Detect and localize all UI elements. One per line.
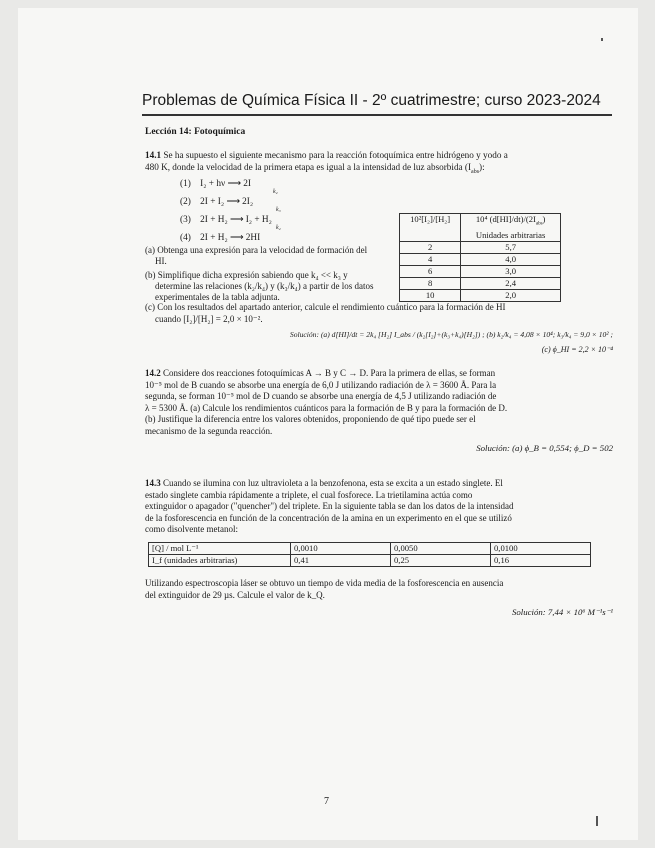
problem-14-1-part-c [145,302,615,325]
rate-constant: k₂ [273,189,278,195]
step-number: (3) [180,215,191,225]
problem-line: Considere dos reacciones fotoquímicas A → B y C → D. Para la primera de ellas, se forman [163,368,496,378]
problem-number: 14.2 [145,368,161,378]
intro-end: ): [479,161,485,172]
table-cell: 8 [400,277,461,289]
table-cell: 0,0050 [391,543,491,555]
step-number: (2) [180,197,191,207]
problem-14-2 [145,368,617,438]
title-rule [142,114,612,116]
table-row [400,253,561,265]
table-cell: 0,25 [391,555,491,567]
table-cell: 4 [400,253,461,265]
table-cell: 3,0 [461,265,561,277]
table-row [149,555,591,567]
problem-line: (b) Justifique la diferencia entre los valores obtenidos, proponiendo de qué tipo puede ser el [145,414,476,425]
header-text: 10⁴ (d[HI]/dt)/(2I [475,214,536,224]
problem-14-3-question [145,578,617,601]
step-number: (4) [180,233,191,243]
mechanism-step-3 [180,207,281,225]
step-number: (1) [180,179,191,189]
table-cell: 2,0 [461,289,561,301]
problem-line: 10⁻⁵ mol de B cuando se absorbe una energía de 6,0 J utilizando radiación de λ = 3600 Å. Para la [145,379,497,390]
table-row [400,277,561,289]
table-cell: 0,16 [491,555,591,567]
table-row [400,265,561,277]
table-cell: 2,4 [461,277,561,289]
table-cell: [Q] / mol L⁻¹ [149,543,291,555]
problem-14-3 [145,478,617,536]
solution-14-3: Solución: 7,44 × 10⁶ M⁻¹s⁻¹ [511,607,613,617]
intro-line-2: 480 K, donde la velocidad de la primera etapa es igual a la intensidad de luz absorbida (I [145,161,472,172]
problem-line: Cuando se ilumina con luz ultravioleta a la benzofenona, esta se excita a un estado singlete. El [163,478,503,488]
table-row [400,289,561,301]
table-row [149,543,591,555]
mechanism-step-2 [180,189,278,207]
scan-speck [601,38,603,41]
step-equation: 2I + H₂ ⟶ I₂ + H₂ [200,215,272,225]
part-b-line-2: determine las relaciones (k₂/k₄) y (k₃/k₄) a partir de los datos [155,281,374,291]
data-table-14-1 [399,213,561,302]
step-equation: I₂ + hν ⟶ 2I [200,179,251,189]
table-header-ratio: 10²[I₂]/[H₂] [400,214,461,242]
data-table-14-3 [148,542,591,567]
page-number: 7 [324,796,329,807]
lesson-heading: Lección 14: Fotoquímica [145,127,246,137]
table-cell: I_f (unidades arbitrarias) [149,555,291,567]
intro-line-1: Se ha supuesto el siguiente mecanismo para la reacción fotoquímica entre hidrógeno y yodo a [163,150,508,160]
intro-sub: abs [471,168,480,175]
problem-line: Utilizando espectroscopia láser se obtuvo un tiempo de vida media de la fosforescencia en ausencia [145,578,504,588]
part-a-line-1: (a) Obtenga una expresión para la velocidad de formación del [145,245,368,255]
part-c-line-1: (c) Con los resultados del apartado anterior, calcule el rendimiento cuántico para la formación de HI [145,302,506,312]
table-row [400,241,561,253]
rate-constant: k₄ [276,225,281,231]
step-equation: 2I + I₂ ⟶ 2I₂ [200,197,254,207]
mechanism-step-1 [180,178,251,189]
part-a-line-2: HI. [155,256,167,266]
problem-number: 14.3 [145,478,161,488]
rate-constant: k₃ [276,207,281,213]
problem-line: mecanismo de la segunda reacción. [145,425,273,436]
part-b-line-1: (b) Simplifique dicha expresión sabiendo que k₄ << k₃ y [145,270,348,280]
scan-speck [596,816,598,826]
problem-line: del extinguidor de 29 µs. Calcule el valor de k_Q. [145,589,325,600]
solution-14-1-line-2: (c) ϕ_HI = 2,2 × 10⁻⁴ [541,345,613,354]
problem-14-1-parts [145,245,415,303]
document-page [18,8,638,840]
solution-14-1-line-1: Solución: (a) d[HI]/dt = 2k₄ [H₂] I_abs / (k₂[I₂]+(k₃+k₄)[H₂]) ; (b) k₂/k₄ = 4,08 × 10⁴; k₃/k₄ = 9,0 × 10² ; [289,330,613,339]
problem-14-1-intro [145,150,615,178]
part-c-line-2: cuando [I₂]/[H₂] = 2,0 × 10⁻². [155,313,263,324]
problem-number: 14.1 [145,150,162,160]
problem-line: extinguidor o apagador ("quencher") del triplete. En la siguiente tabla se dan los datos de la intensidad [145,501,514,512]
part-b-line-3: experimentales de la tabla adjunta. [155,292,280,302]
table-cell: 5,7 [461,241,561,253]
table-cell: 4,0 [461,253,561,265]
problem-line: segunda, se forman 10⁻⁵ mol de D cuando se absorbe una energía de 4,5 J utilizando radiación de [145,391,497,402]
mechanism-step-4 [180,225,281,243]
header-end: ) [542,214,546,224]
problem-line: λ = 5300 Å. (a) Calcule los rendimientos cuánticos para la formación de B y para la formación de D. [145,402,508,413]
table-header-rate [461,214,561,242]
page-title: Problemas de Química Física II - 2º cuatrimestre; curso 2023-2024 [142,92,601,109]
problem-line: estado singlete cambia rápidamente a triplete, el cual fosforece. La trietilamina actúa como [145,489,473,500]
table-cell: 0,41 [291,555,391,567]
table-cell: 2 [400,241,461,253]
table-cell: 0,0010 [291,543,391,555]
table-cell: 10 [400,289,461,301]
step-equation: 2I + H₂ ⟶ 2HI [200,233,261,243]
header-sub: abs [535,221,543,227]
problem-line: de la fosforescencia en función de la concentración de la amina en un experimento en el que se utilizó [145,512,512,523]
table-cell: 6 [400,265,461,277]
header-units: Unidades arbitrarias [475,229,546,240]
table-cell: 0,0100 [491,543,591,555]
solution-14-2: Solución: (a) ϕ_B = 0,554; ϕ_D = 502 [476,443,613,453]
problem-line: como disolvente metanol: [145,524,238,535]
